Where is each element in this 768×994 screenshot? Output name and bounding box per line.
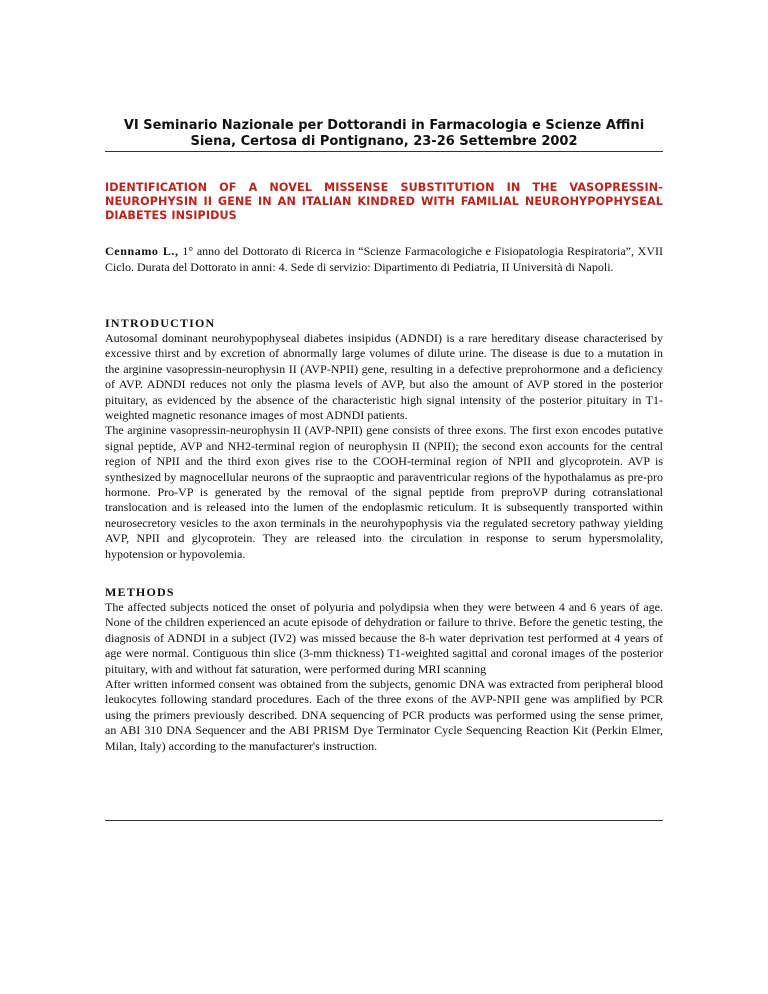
introduction-paragraph: The arginine vasopressin-neurophysin II (AVP-NPII) gene consists of three exons. The first exon encodes putative signal peptide, AVP and NH2-terminal region of neurophysin II (NPII); the second exon accounts for the central region of NPII and the third exon gives rise to the COOH-terminal region of NPII and glycoprotein. AVP is synthesized by magnocellular neurons of the supraoptic and paraventricular regions of the hypothalamus as pre-pro hormone. Pro-VP is generated by the removal of the signal peptide from preproVP during cotranslational translocation and is released into the lumen of the endoplasmic reticulum. It is subsequently transported within neurosecretory vesicles to the axon terminals in the neurohypophysis via the regulated secretory pathway yielding AVP, NPII and glycoprotein. They are released into the circulation in response to serum hypersmolality, hypotension or hypovolemia. (105, 423, 663, 561)
introduction-heading: INTRODUCTION (105, 316, 216, 330)
methods-heading: METHODS (105, 585, 175, 599)
conference-title: VI Seminario Nazionale per Dottorandi in Farmacologia e Scienze Affini (123, 118, 645, 133)
paper-title: IDENTIFICATION OF A NOVEL MISSENSE SUBSTITUTION IN THE VASOPRESSIN-NEUROPHYSIN II GENE IN AN ITALIAN KINDRED WITH FAMILIAL NEUROHYPOPHYSEAL DIABETES INSIPIDUS (105, 181, 663, 222)
methods-paragraph: After written informed consent was obtained from the subjects, genomic DNA was extracted from peripheral blood leukocytes following standard procedures. Each of the three exons of the AVP-NPII gene was amplified by PCR using the primers previously described. DNA sequencing of PCR products was performed using the sense primer, an ABI 310 DNA Sequencer and the ABI PRISM Dye Terminator Cycle Sequencing Reaction Kit (Perkin Elmer, Milan, Italy) according to the manufacturer's instruction. (105, 677, 663, 753)
author-affiliation: 1° anno del Dottorato di Ricerca in “Scienze Farmacologiche e Fisiopatologia Respiratoria”, XVII Ciclo. Durata del Dottorato in anni: 4. Sede di servizio: Dipartimento di Pediatria, II Università di Napoli. (105, 244, 663, 274)
introduction-body (105, 331, 663, 562)
introduction-paragraph: Autosomal dominant neurohypophyseal diabetes insipidus (ADNDI) is a rare hereditary disease characterised by excessive thirst and by excretion of abnormally large volumes of dilute urine. The disease is due to a mutation in the arginine vasopressin-neurophysin II (AVP-NPII) gene, resulting in a defective preprohormone and a deficiency of AVP. ADNDI reduces not only the plasma levels of AVP, but also the amount of AVP stored in the posterior pituitary, as evidenced by the absence of the characteristic high signal intensity of the posterior pituitary in T1-weighted magnetic resonance images of most ADNDI patients. (105, 331, 663, 423)
author-block (105, 243, 663, 275)
footer-divider (105, 820, 663, 821)
methods-body (105, 600, 663, 754)
conference-venue-date: Siena, Certosa di Pontignano, 23-26 Settembre 2002 (190, 134, 578, 149)
author-name: Cennamo L., (105, 244, 179, 258)
methods-paragraph: The affected subjects noticed the onset of polyuria and polydipsia when they were between 4 and 6 years of age. None of the children experienced an acute episode of dehydration or failure to thrive. Before the genetic testing, the diagnosis of ADNDI in a subject (IV2) was missed because the 8-h water deprivation test performed at 4 years of age were normal. Contiguous thin slice (3-mm thickness) T1-weighted sagittal and coronal images of the posterior pituitary, with and without fat saturation, were performed during MRI scanning (105, 600, 663, 676)
header-divider (105, 151, 663, 152)
conference-header (105, 118, 663, 150)
